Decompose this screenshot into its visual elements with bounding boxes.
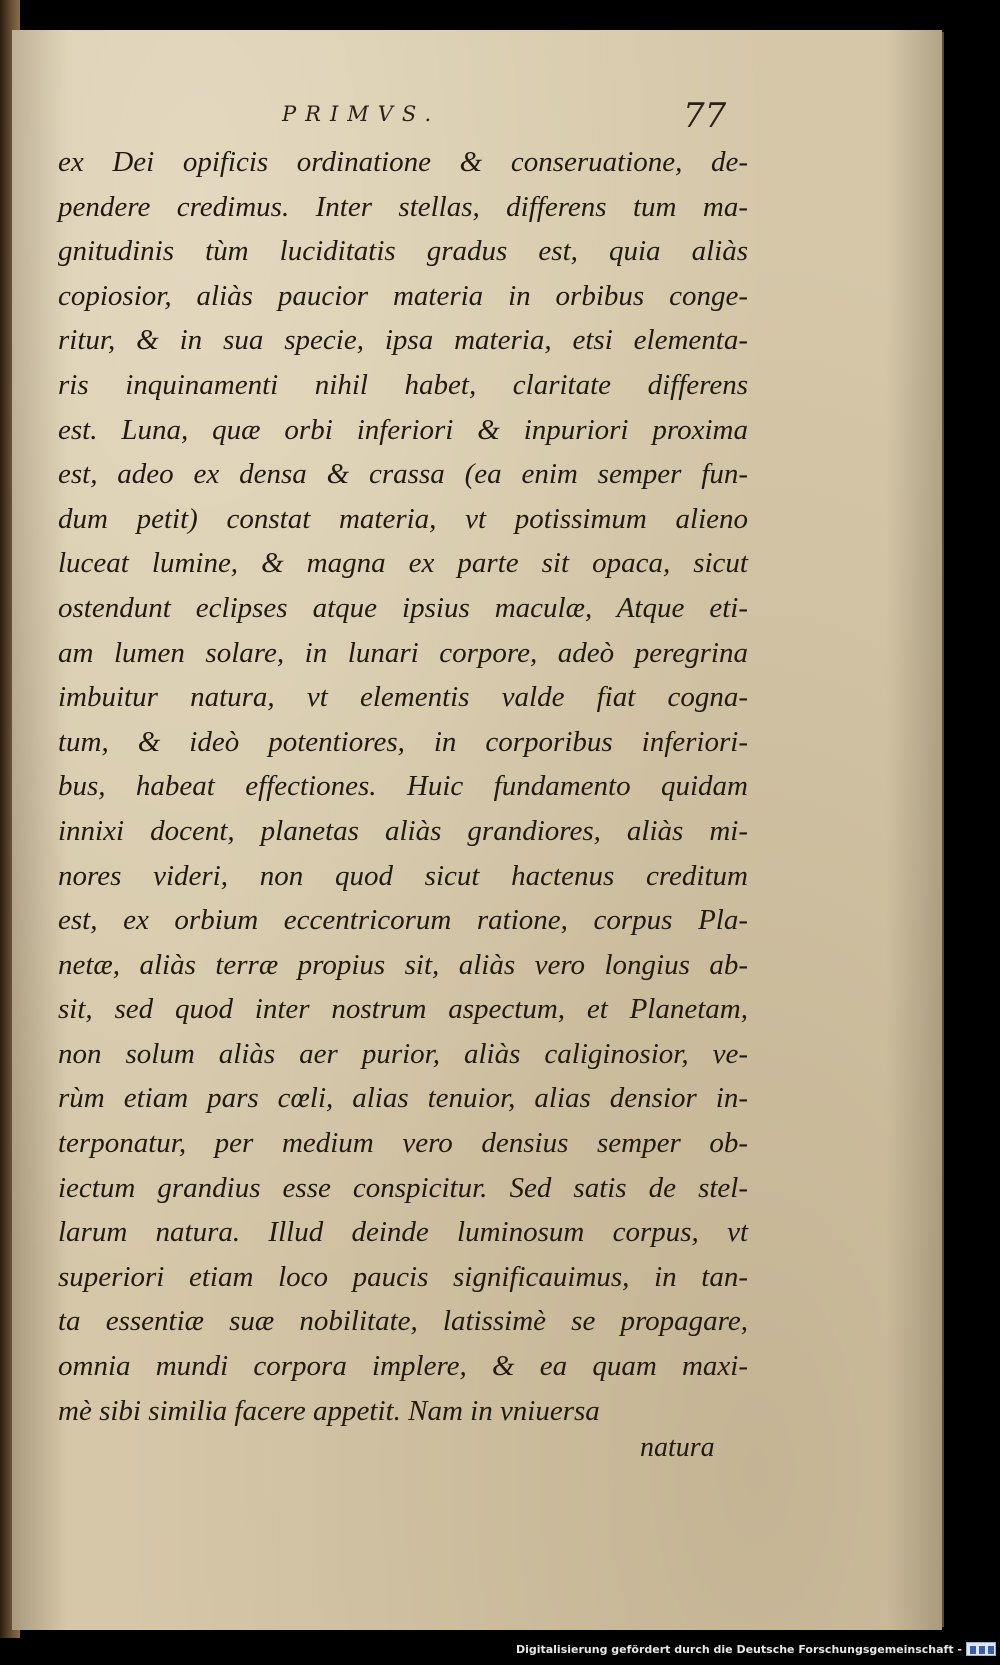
dfg-logo-icon xyxy=(966,1642,996,1656)
text-line: netæ, aliàs terræ propius sit, aliàs vero longius ab- xyxy=(58,948,748,981)
text-line: copiosior, aliàs paucior materia in orbibus conge- xyxy=(58,279,748,312)
text-line: rùm etiam pars cœli, alias tenuior, alias densior in- xyxy=(58,1082,748,1115)
text-line: ostendunt eclipses atque ipsius maculæ, Atque eti- xyxy=(58,591,748,624)
text-line: ta essentiæ suæ nobilitate, latissimè se propagare, xyxy=(58,1305,748,1338)
text-line: omnia mundi corpora implere, & ea quam maxi- xyxy=(58,1350,748,1383)
catchword: natura xyxy=(640,1432,715,1463)
text-line: gnitudinis tùm luciditatis gradus est, quia aliàs xyxy=(58,235,748,268)
text-line: tum, & ideò potentiores, in corporibus inferiori- xyxy=(58,725,748,758)
text-line: dum petit) constat materia, vt potissimum alieno xyxy=(58,502,748,535)
text-line: ex Dei opificis ordinatione & conseruatione, de- xyxy=(58,146,748,178)
text-line: ris inquinamenti nihil habet, claritate differens xyxy=(58,368,748,401)
text-line: est, ex orbium eccentricorum ratione, corpus Pla- xyxy=(58,904,748,937)
text-line: nores videri, non quod sicut hactenus creditum xyxy=(58,859,748,892)
text-line: pendere credimus. Inter stellas, differens tum ma- xyxy=(58,190,748,223)
funding-credit: Digitalisierung gefördert durch die Deutsche Forschungsgemeinschaft - xyxy=(515,1643,962,1656)
text-line: sit, sed quod inter nostrum aspectum, et Planetam, xyxy=(58,993,748,1026)
text-line: superiori etiam loco paucis significauimus, in tan- xyxy=(58,1260,748,1293)
text-line: iectum grandius esse conspicitur. Sed satis de stel- xyxy=(58,1171,748,1204)
text-line: non solum aliàs aer purior, aliàs caliginosior, ve- xyxy=(58,1037,748,1070)
text-line: mè sibi similia facere appetit. Nam in vniuersa xyxy=(58,1394,600,1427)
text-line: ritur, & in sua specie, ipsa materia, etsi elementa- xyxy=(58,324,748,357)
text-line: larum natura. Illud deinde luminosum corpus, vt xyxy=(58,1216,748,1249)
text-line: innixi docent, planetas aliàs grandiores, aliàs mi- xyxy=(58,814,748,847)
text-line: est, adeo ex densa & crassa (ea enim semper fun- xyxy=(58,458,748,491)
page-fore-edge xyxy=(942,32,944,1627)
text-line: est. Luna, quæ orbi inferiori & inpuriori proxima xyxy=(58,413,748,446)
body-text xyxy=(58,140,748,1433)
text-line: imbuitur natura, vt elementis valde fiat cogna- xyxy=(58,681,748,714)
digitization-footer xyxy=(0,1638,1000,1665)
page-number: 77 xyxy=(683,96,727,136)
page-header xyxy=(0,96,1000,142)
running-head: PRIMVS. xyxy=(282,102,441,126)
text-line: luceat lumine, & magna ex parte sit opaca, sicut xyxy=(58,547,748,580)
text-line: terponatur, per medium vero densius semper ob- xyxy=(58,1127,748,1160)
text-line: am lumen solare, in lunari corpore, adeò peregrina xyxy=(58,636,748,669)
text-line: bus, habeat effectiones. Huic fundamento quidam xyxy=(58,770,748,803)
